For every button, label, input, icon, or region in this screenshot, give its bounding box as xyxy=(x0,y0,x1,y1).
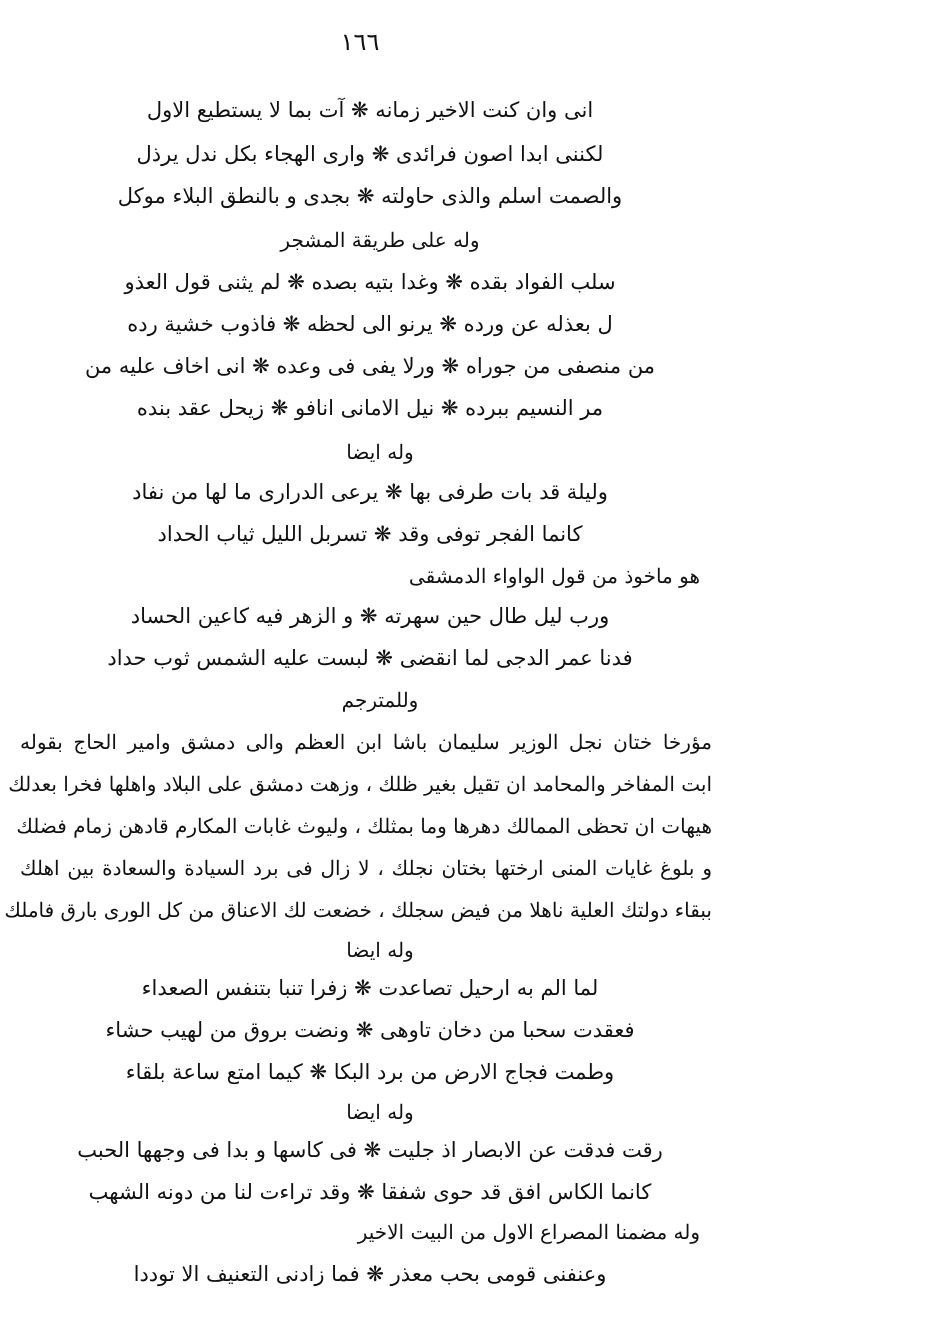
verse-line-13: فعقدت سحبا من دخان تاوهی ❋ ونضت بروق من لهیب حشاء xyxy=(105,1018,635,1042)
section-heading-also-3: وله ایضا xyxy=(346,1100,414,1124)
verse-line-1: انی وان كنت الاخیر زمانه ❋ آت بما لا یستطیع الاول xyxy=(146,98,594,122)
verse-line-7: مر النسیم ببرده ❋ نیل الامانی انافو ❋ زیحل عقد بنده xyxy=(136,396,604,420)
verse-line-5: ل بعذله عن ورده ❋ یرنو الی لحظه ❋ فاذوب خشیة رده xyxy=(127,312,613,336)
verse-line-4: سلب الفواد بقده ❋ وغدا بتیه بصده ❋ لم یثنی قول العذو xyxy=(124,270,616,294)
verse-line-2: لكننی ابدا اصون فرائدی ❋ واری الهجاء بكل ندل یرذل xyxy=(136,142,604,166)
section-heading-translator: وللمترجم xyxy=(341,688,419,712)
verse-line-6: من منصفی من جوراه ❋ ورلا یفی فی وعده ❋ انی اخاف علیه من xyxy=(84,354,656,378)
verse-line-11: فدنا عمر الدجی لما انقضی ❋ لبست علیه الشمس ثوب حداد xyxy=(107,646,633,670)
prose-line-1: مؤرخا ختان نجل الوزیر سلیمان باشا ابن العظم والی دمشق وامیر الحاج بقوله xyxy=(20,730,712,754)
verse-line-16: كانما الكاس افق قد حوی شفقا ❋ وقد تراءت لنا من دونه الشهب xyxy=(88,1180,652,1204)
verse-line-14: وطمت فجاج الارض من برد البكا ❋ كیما امتع ساعة بلقاء xyxy=(125,1060,615,1084)
verse-line-15: رقت فدقت عن الابصار اذ جلیت ❋ فی كاسها و بدا فی وجهها الحبب xyxy=(77,1138,663,1162)
verse-line-3: والصمت اسلم والذی حاولته ❋ بجدی و بالنطق البلاء موكل xyxy=(117,184,623,208)
verse-line-10: ورب لیل طال حین سهرته ❋ و الزهر فیه كاعین الحساد xyxy=(130,604,610,628)
prose-line-2: ابت المفاخر والمحامد ان تقیل بغیر ظلك ، وزهت دمشق علی البلاد واهلها فخرا بعدلك xyxy=(8,772,712,796)
prose-line-5: ببقاء دولتك العلیة ناهلا من فیض سجلك ، خضعت لك الاعناق من كل الوری بارق فاملك xyxy=(4,898,712,922)
section-heading-mushajjar: وله علی طریقة المشجر xyxy=(280,228,480,252)
tadmin-note: وله مضمنا المصراع الاول من البیت الاخیر xyxy=(357,1220,700,1244)
page-number: ١٦٦ xyxy=(340,28,380,56)
verse-line-8: ولیلة قد بات طرفی بها ❋ یرعی الدراری ما لها من نفاد xyxy=(132,480,608,504)
verse-line-12: لما الم به ارحیل تصاعدت ❋ زفرا تنبا بتنفس الصعداء xyxy=(141,976,599,1000)
section-heading-also-2: وله ایضا xyxy=(346,938,414,962)
verse-line-9: كانما الفجر توفی وقد ❋ تسربل اللیل ثیاب الحداد xyxy=(157,522,583,546)
prose-line-3: هیهات ان تحظی الممالك دهرها وما بمثلك ، ولیوث غابات المكارم قادهن زمام فضلك xyxy=(16,814,712,838)
prose-line-4: و بلوغ غایات المنی ارختها بختان نجلك ، لا زال فی برد السیادة والسعادة بین اهلك xyxy=(20,856,712,880)
verse-line-17: وعنفنی قومی بحب معذر ❋ فما زادنی التعنیف الا توددا xyxy=(133,1262,607,1286)
section-heading-also-1: وله ایضا xyxy=(346,440,414,464)
source-note: هو ماخوذ من قول الواواء الدمشقی xyxy=(408,564,700,588)
